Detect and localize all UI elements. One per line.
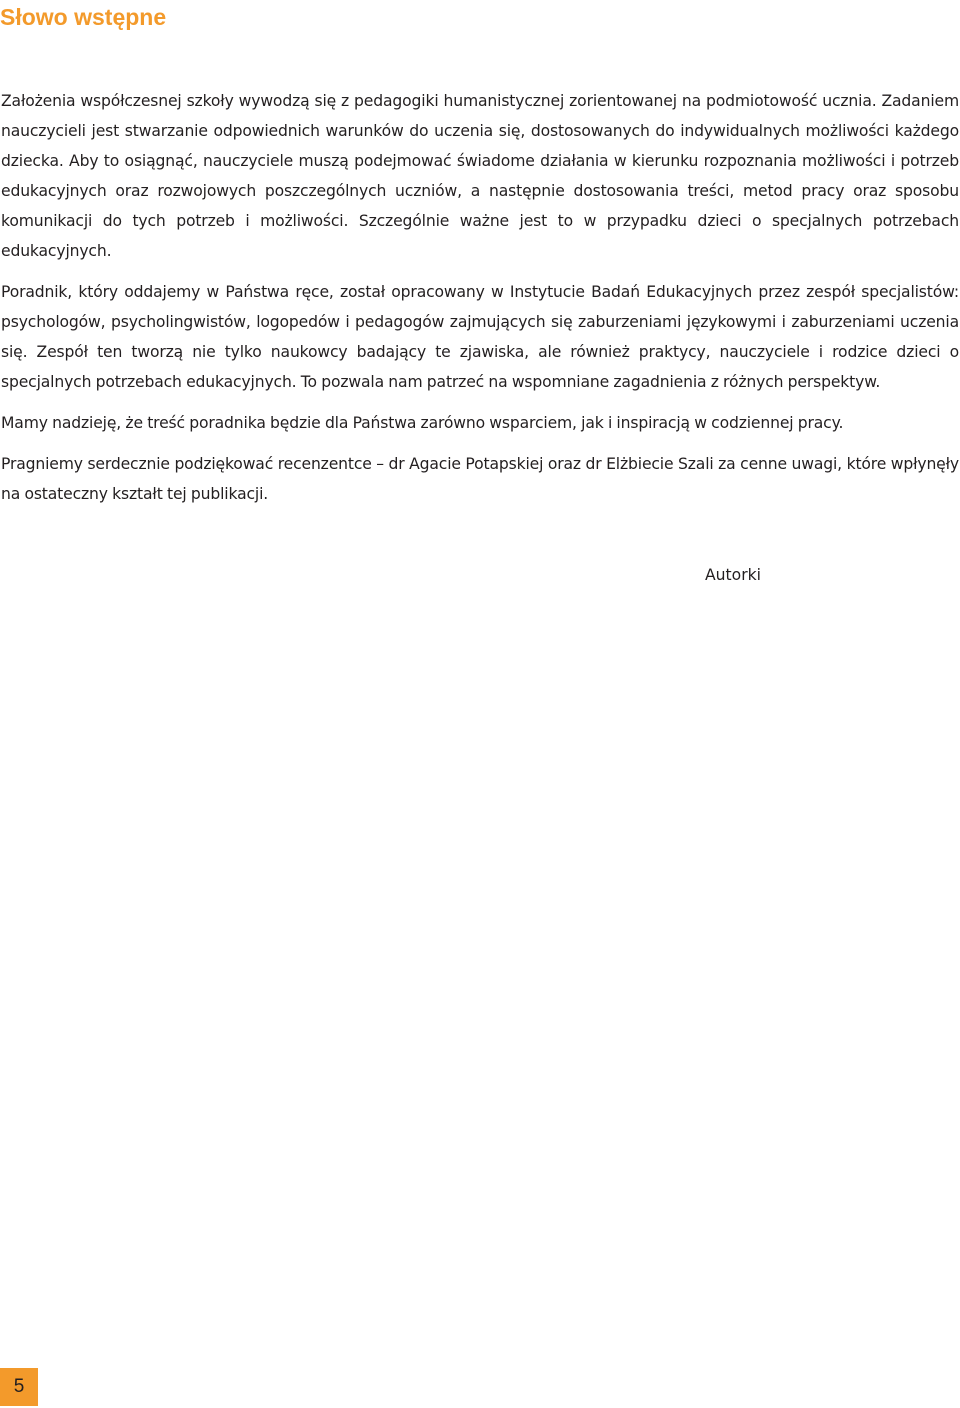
- paragraph-acknowledgements: Pragniemy serdecznie podziękować recenzentce – dr Agacie Potapskiej oraz dr Elżbiecie Szali za cenne uwagi, które wpłynęły na ostateczny kształt tej publikacji.: [1, 455, 959, 503]
- paragraph-intro: Założenia współczesnej szkoły wywodzą się z pedagogiki humanistycznej zorientowanej na podmiotowość ucznia. Zadaniem nauczycieli jest stwarzanie odpowiednich warunków do uczenia się, dostosowanych do indywidualnych możliwości każdego dziecka. Aby to osiągnąć, nauczyciele muszą podejmować świadome działania w kierunku rozpoznania możliwości i potrzeb edukacyjnych oraz rozwojowych poszczególnych uczniów, a następnie dostosowania treści, metod pracy oraz sposobu komunikacji do tych potrzeb i możliwości. Szczególnie ważne jest to w przypadku dzieci o specjalnych potrzebach edukacyjnych.: [1, 92, 959, 260]
- document-body: [1, 86, 959, 520]
- page-title: Słowo wstępne: [0, 4, 167, 30]
- page-number-badge: [0, 1368, 38, 1406]
- page-number: 5: [13, 1376, 25, 1397]
- paragraph-guide-description: Poradnik, który oddajemy w Państwa ręce, został opracowany w Instytucie Badań Edukacyjnych przez zespół specjalistów: psychologów, psycholingwistów, logopedów i pedagogów zajmujących się zaburzeniami językowymi i zaburzeniami uczenia się. Zespół ten tworzą nie tylko naukowcy badający te zjawiska, ale również praktycy, nauczyciele i rodzice dzieci o specjalnych potrzebach edukacyjnych. To pozwala nam patrzeć na wspomniane zagadnienia z różnych perspektyw.: [1, 283, 959, 391]
- paragraph-hope: Mamy nadzieję, że treść poradnika będzie dla Państwa zarówno wsparciem, jak i inspiracją w codziennej pracy.: [1, 414, 844, 432]
- signature: Autorki: [705, 566, 761, 584]
